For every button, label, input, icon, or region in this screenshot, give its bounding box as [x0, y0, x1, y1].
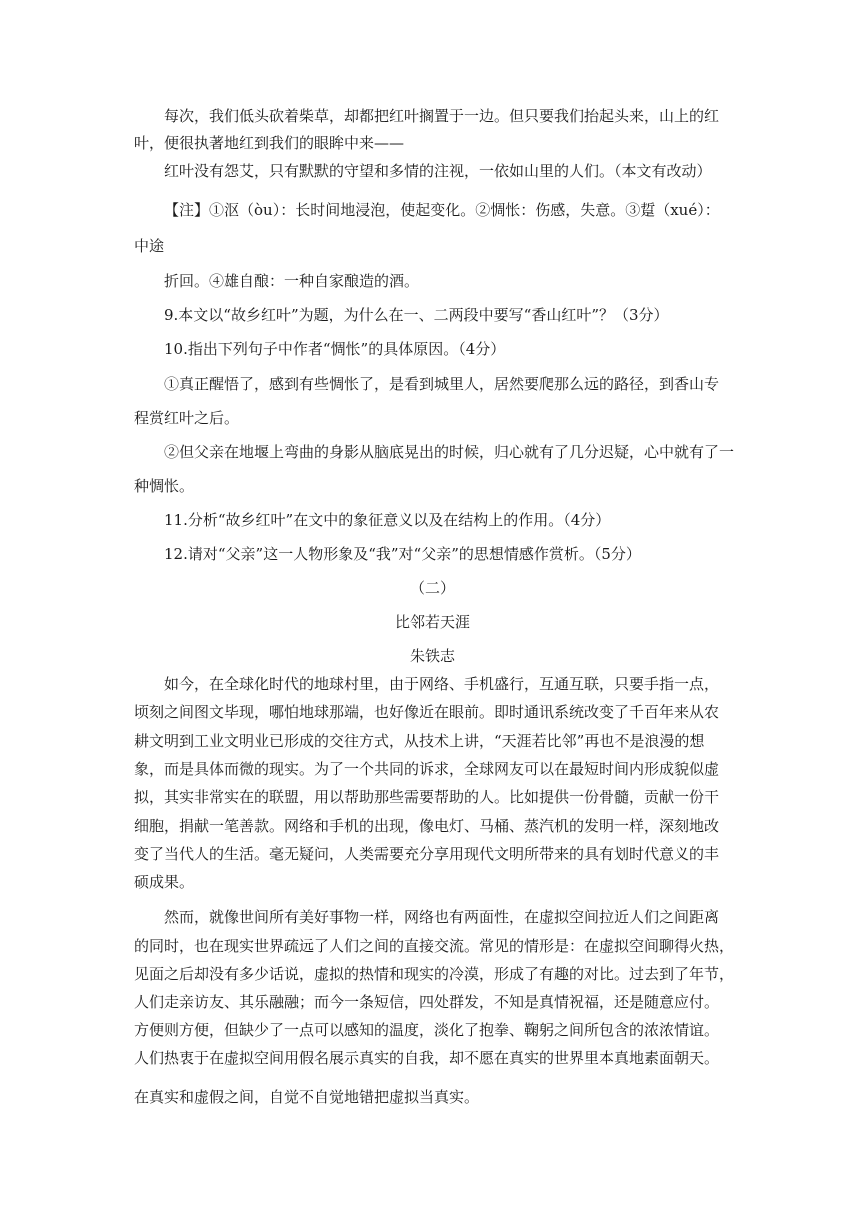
paragraph-line: 变了当代人的生活。毫无疑问，人类需要充分享用现代文明所带来的具有划时代意义的丰 — [134, 845, 720, 863]
paragraph-line: 在真实和虚假之间，自觉不自觉地错把虚拟当真实。 — [134, 1088, 480, 1106]
paragraph-line: 耕文明到工业文明业已形成的交往方式，从技术上讲，“天涯若比邻”再也不是浪漫的想 — [134, 732, 705, 750]
question-10-sentence-2-cont: 种惆怅。 — [134, 477, 195, 495]
text-line: 红叶没有怨艾，只有默默的守望和多情的注视，一依如山里的人们。（本文有改动） — [164, 162, 712, 180]
paragraph-line: 见面之后却没有多少话说，虚拟的热情和现实的冷漠，形成了有趣的对比。过去到了年节， — [134, 965, 735, 983]
paragraph-line: 然而，就像世间所有美好事物一样，网络也有两面性，在虚拟空间拉近人们之间距离 — [164, 908, 720, 926]
article-title: 比邻若天涯 — [394, 613, 470, 631]
question-10-sentence-2: ②但父亲在地堰上弯曲的身影从脑底晃出的时候，归心就有了几分迟疑，心中就有了一 — [164, 443, 735, 461]
footnote-cont: 折回。④雄自酿：一种自家酿造的酒。 — [164, 272, 420, 290]
paragraph-line: 的同时，也在现实世界疏远了人们之间的直接交流。常见的情形是：在虚拟空间聊得火热， — [134, 937, 735, 955]
paragraph-line: 如今，在全球化时代的地球村里，由于网络、手机盛行，互通互联，只要手指一点， — [164, 675, 720, 693]
paragraph-line: 象，而是具体而微的现实。为了一个共同的诉求，全球网友可以在最短时间内形成貌似虚 — [134, 760, 720, 778]
paragraph-line: 人们走亲访友、其乐融融；而今一条短信，四处群发，不知是真情祝福，还是随意应付。 — [134, 993, 720, 1011]
question-11: 11.分析“故乡红叶”在文中的象征意义以及在结构上的作用。（4分） — [164, 511, 611, 529]
paragraph-line: 方便则方便，但缺少了一点可以感知的温度，淡化了抱拳、鞠躬之间所包含的浓浓情谊。 — [134, 1021, 720, 1039]
question-12: 12.请对“父亲”这一人物形象及“我”对“父亲”的思想情感作赏析。（5分） — [164, 545, 641, 563]
section-heading: （二） — [409, 579, 455, 597]
paragraph-line: 细胞，捐献一笔善款。网络和手机的出现，像电灯、马桶、蒸汽机的发明一样，深刻地改 — [134, 817, 720, 835]
footnote: 【注】①沤（òu）：长时间地浸泡，使起变化。②惆怅：伤感，失意。③踅（xué）： — [164, 201, 720, 219]
text-line: 每次，我们低头砍着柴草，却都把红叶搁置于一边。但只要我们抬起头来，山上的红 — [164, 107, 720, 125]
paragraph-line: 顷刻之间图文毕现，哪怕地球那端，也好像近在眼前。即时通讯系统改变了千百年来从农 — [134, 703, 720, 721]
article-author: 朱铁志 — [409, 647, 455, 665]
footnote-cont: 中途 — [134, 237, 165, 255]
paragraph-line: 拟，其实非常实在的联盟，用以帮助那些需要帮助的人。比如提供一份骨髓，贡献一份干 — [134, 788, 720, 806]
question-10-sentence-1: ①真正醒悟了，感到有些惆怅了，是看到城里人，居然要爬那么远的路径，到香山专 — [164, 375, 720, 393]
question-10: 10.指出下列句子中作者“惆怅”的具体原因。（4分） — [164, 340, 506, 358]
question-10-sentence-1-cont: 程赏红叶之后。 — [134, 409, 240, 427]
paragraph-line: 硕成果。 — [134, 873, 195, 891]
question-9: 9.本文以“故乡红叶”为题，为什么在一、二两段中要写“香山红叶”？（3分） — [164, 306, 669, 324]
paragraph-line: 人们热衷于在虚拟空间用假名展示真实的自我，却不愿在真实的世界里本真地素面朝天。 — [134, 1049, 720, 1067]
text-line: 叶，便很执著地红到我们的眼眸中来—— — [134, 134, 405, 152]
